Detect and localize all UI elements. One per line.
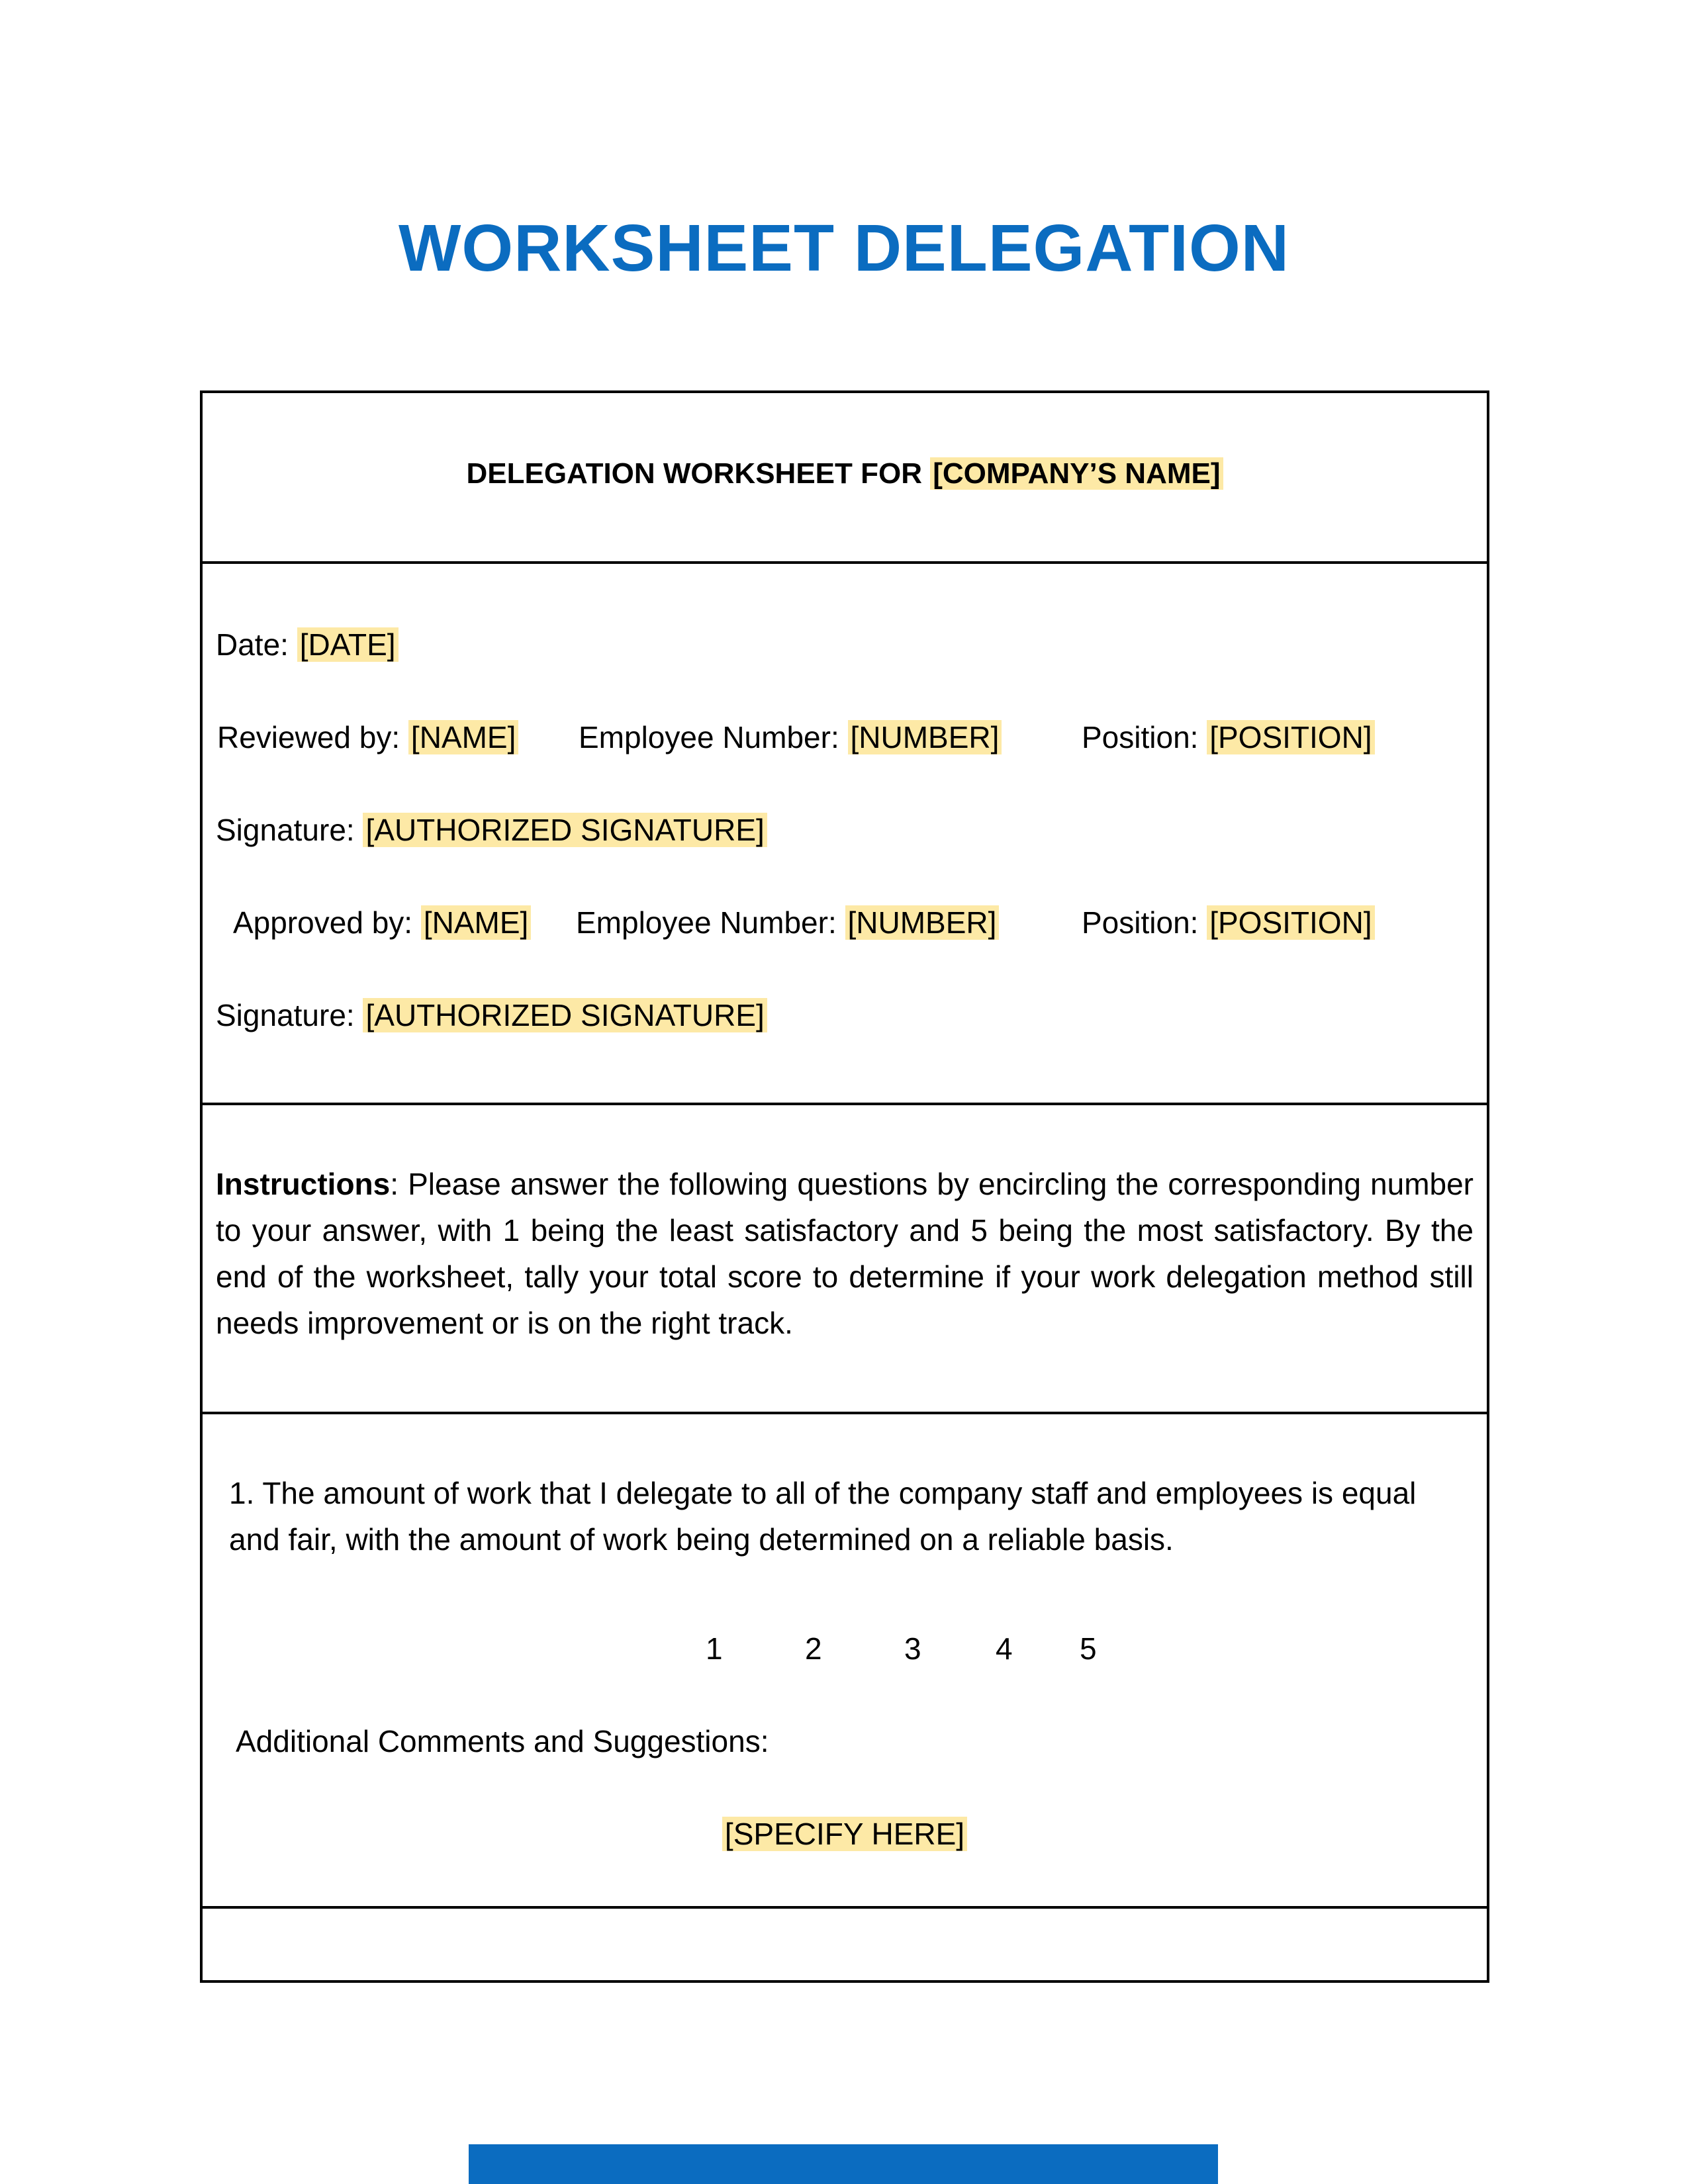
document-title: WORKSHEET DELEGATION — [399, 211, 1289, 285]
approved-by-line — [233, 903, 531, 942]
question-text: 1. The amount of work that I delegate to all of the company staff and employees is equal and fair, with the amount of work being determined on a reliable basis. — [229, 1476, 1417, 1557]
score-option-3[interactable]: 3 — [904, 1631, 921, 1666]
approver-position-field[interactable]: [POSITION] — [1207, 905, 1374, 940]
reviewer-signature-line — [216, 810, 767, 850]
instructions-row — [203, 1105, 1487, 1414]
reviewer-signature-field[interactable]: [AUTHORIZED SIGNATURE] — [363, 813, 767, 847]
reviewer-position-field[interactable]: [POSITION] — [1207, 720, 1374, 754]
signature-label: Signature: — [216, 998, 363, 1032]
position-label: Position: — [1082, 720, 1207, 754]
approver-position-line — [1082, 903, 1375, 942]
reviewed-by-label: Reviewed by: — [217, 720, 408, 754]
score-option-5[interactable]: 5 — [1080, 1631, 1097, 1666]
approver-signature-line — [216, 995, 767, 1035]
approved-by-label: Approved by: — [233, 905, 421, 940]
question-row — [203, 1414, 1487, 1909]
score-option-4[interactable]: 4 — [996, 1631, 1013, 1666]
instructions-paragraph — [216, 1161, 1474, 1346]
date-field[interactable]: [DATE] — [297, 627, 399, 662]
reviewer-employee-number-line — [579, 717, 1002, 757]
date-label: Date: — [216, 627, 297, 662]
heading-prefix: DELEGATION WORKSHEET FOR — [466, 457, 931, 490]
approver-employee-number-line — [576, 903, 999, 942]
employee-number-label: Employee Number: — [579, 720, 848, 754]
reviewer-employee-number-field[interactable]: [NUMBER] — [848, 720, 1002, 754]
comments-field[interactable]: [SPECIFY HERE] — [722, 1817, 967, 1851]
approver-signature-field[interactable]: [AUTHORIZED SIGNATURE] — [363, 998, 767, 1032]
employee-number-label: Employee Number: — [576, 905, 845, 940]
details-row — [203, 564, 1487, 1105]
comments-label: Additional Comments and Suggestions: — [236, 1724, 769, 1758]
approver-employee-number-field[interactable]: [NUMBER] — [845, 905, 1000, 940]
instructions-text: : Please answer the following questions by encircling the corresponding number to your answer, with 1 being the least satisfactory and 5 being the most satisfactory. By the end of the worksheet, tally your total score to determine if your work delegation method still needs improvement or is on the right track. — [216, 1167, 1474, 1340]
position-label: Position: — [1082, 905, 1207, 940]
score-option-2[interactable]: 2 — [805, 1631, 822, 1666]
reviewer-position-line — [1082, 717, 1375, 757]
score-option-1[interactable]: 1 — [706, 1631, 723, 1666]
empty-row — [203, 1909, 1487, 1981]
approver-name-field[interactable]: [NAME] — [421, 905, 531, 940]
date-line — [216, 625, 399, 664]
signature-label: Signature: — [216, 813, 363, 847]
worksheet-table — [200, 390, 1489, 1983]
worksheet-heading — [203, 454, 1487, 494]
instructions-label: Instructions — [216, 1167, 391, 1201]
company-name-field[interactable]: [COMPANY’S NAME] — [930, 457, 1223, 490]
worksheet-header-row — [203, 393, 1487, 564]
comments-field-line — [203, 1814, 1487, 1854]
reviewed-by-line — [217, 717, 518, 757]
reviewer-name-field[interactable]: [NAME] — [408, 720, 518, 754]
footer-accent-bar — [469, 2144, 1218, 2184]
